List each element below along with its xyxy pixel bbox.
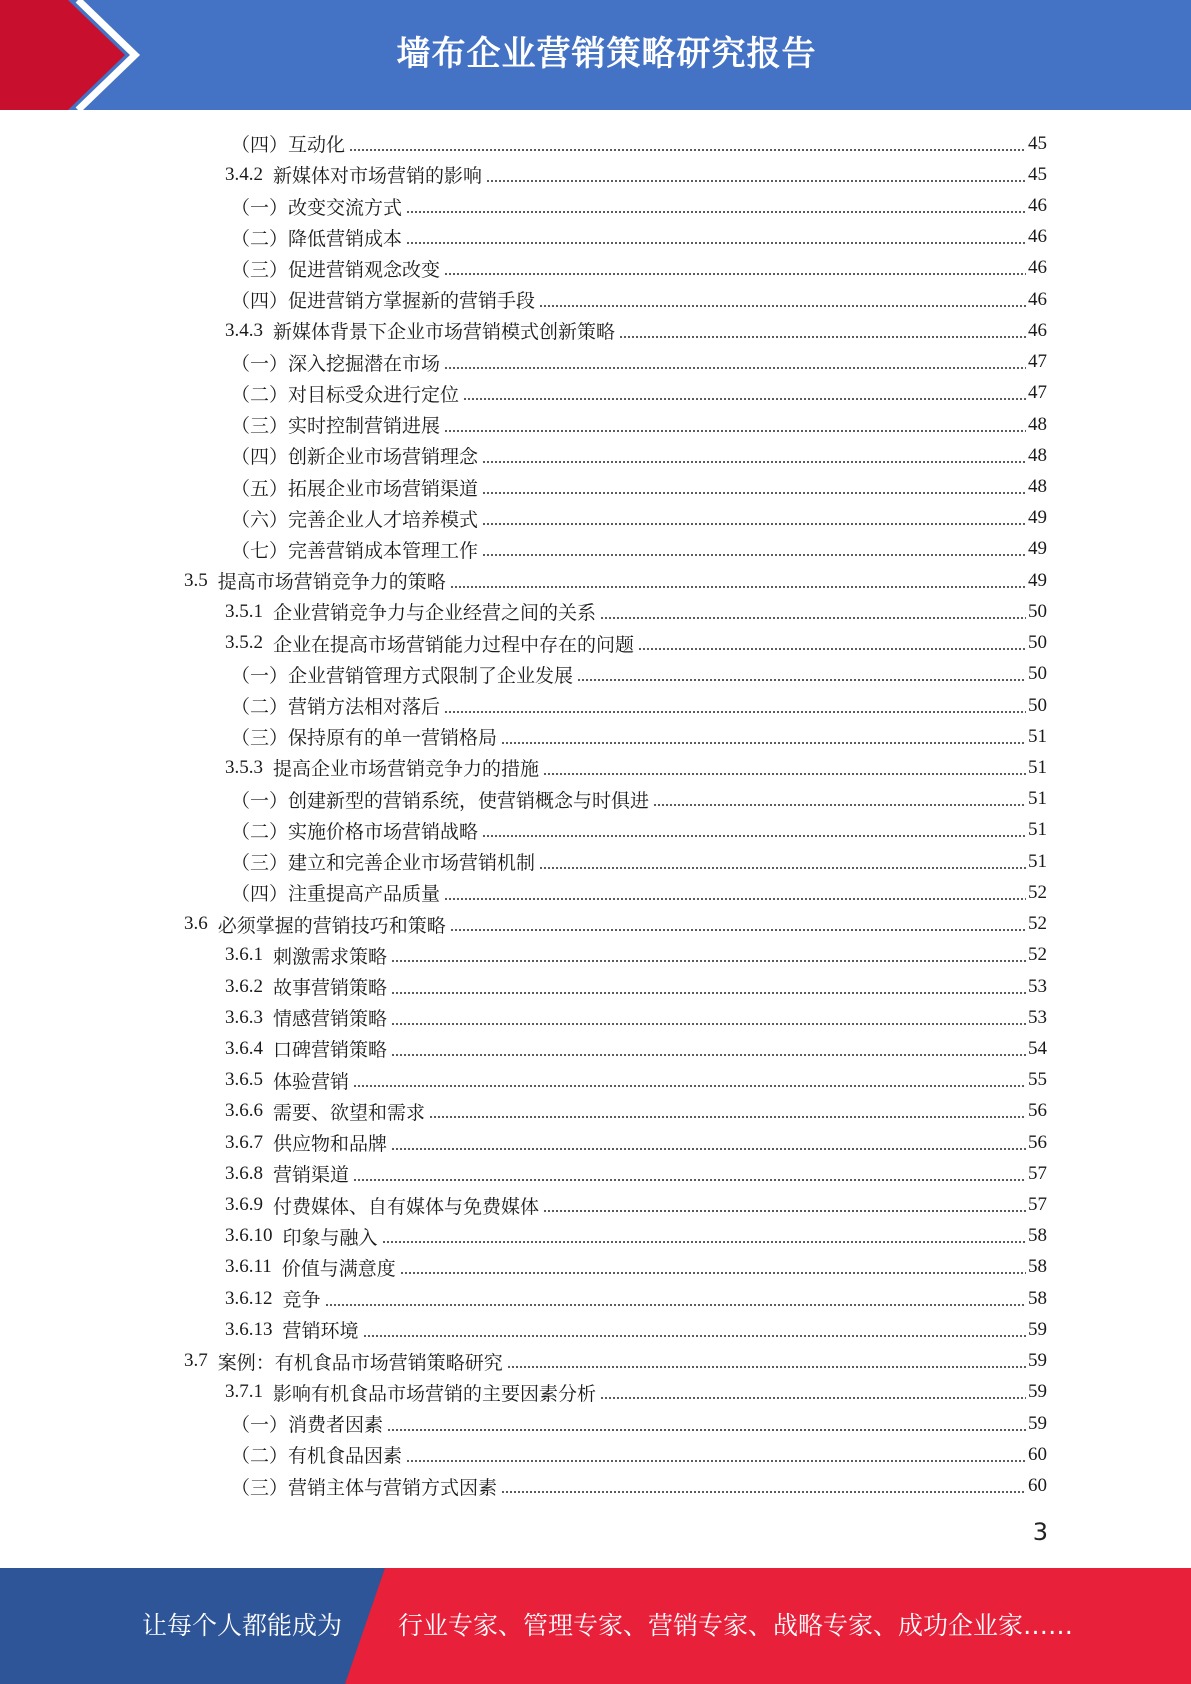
toc-entry-page: 47 xyxy=(1028,382,1047,404)
page-number: 3 xyxy=(1032,1518,1048,1546)
toc-entry[interactable] xyxy=(0,1002,1191,1033)
toc-entry-title: （四）促进营销方掌握新的营销手段 xyxy=(231,291,536,313)
toc-entry-page: 52 xyxy=(1028,881,1047,903)
toc-dot-leader xyxy=(482,461,1026,463)
toc-entry-title: 必须掌握的营销技巧和策略 xyxy=(217,915,446,937)
toc-entry-title: 提高市场营销竞争力的策略 xyxy=(217,572,446,594)
toc-entry-page: 48 xyxy=(1028,476,1047,498)
toc-entry-page: 57 xyxy=(1028,1162,1047,1184)
toc-entry[interactable] xyxy=(0,190,1191,221)
toc-entry-page: 59 xyxy=(1028,1412,1047,1434)
toc-entry[interactable] xyxy=(0,846,1191,877)
toc-entry-number: 3.6.4 xyxy=(225,1037,263,1059)
toc-entry-page: 59 xyxy=(1028,1381,1047,1403)
toc-entry-number: 3.4.3 xyxy=(225,319,263,341)
toc-entry-page: 45 xyxy=(1028,132,1047,154)
toc-dot-leader xyxy=(450,586,1026,588)
toc-entry-page: 46 xyxy=(1028,226,1047,248)
toc-dot-leader xyxy=(463,398,1026,400)
toc-dot-leader xyxy=(353,1085,1026,1087)
toc-entry-title: 价值与满意度 xyxy=(281,1258,396,1280)
toc-entry[interactable] xyxy=(0,752,1191,783)
toc-dot-leader xyxy=(391,992,1026,994)
toc-entry[interactable] xyxy=(0,1065,1191,1096)
toc-dot-leader xyxy=(543,773,1026,775)
toc-dot-leader xyxy=(391,1054,1026,1056)
toc-dot-leader xyxy=(363,1335,1026,1337)
toc-entry-page: 46 xyxy=(1028,319,1047,341)
toc-entry-title: （二）实施价格市场营销战略 xyxy=(231,821,479,843)
toc-entry-title: 提高企业市场营销竞争力的措施 xyxy=(273,759,540,781)
toc-entry[interactable] xyxy=(0,347,1191,378)
toc-entry-number: 3.7 xyxy=(184,1350,208,1372)
toc-entry[interactable] xyxy=(0,940,1191,971)
toc-entry-title: 刺激需求策略 xyxy=(273,946,388,968)
toc-dot-leader xyxy=(444,367,1026,369)
toc-dot-leader xyxy=(391,1023,1026,1025)
toc-entry[interactable] xyxy=(0,690,1191,721)
toc-entry-title: （五）拓展企业市场营销渠道 xyxy=(231,478,479,500)
toc-entry-title: （七）完善营销成本管理工作 xyxy=(231,540,479,562)
toc-entry[interactable] xyxy=(0,284,1191,315)
toc-entry[interactable] xyxy=(0,1314,1191,1345)
toc-dot-leader xyxy=(619,336,1026,338)
toc-entry-title: 需要、欲望和需求 xyxy=(273,1102,426,1124)
toc-entry-page: 52 xyxy=(1028,944,1047,966)
toc-dot-leader xyxy=(429,1116,1026,1118)
toc-entry-title: （四）创新企业市场营销理念 xyxy=(231,447,479,469)
toc-entry[interactable] xyxy=(0,877,1191,908)
toc-entry-number: 3.6.1 xyxy=(225,944,263,966)
toc-dot-leader xyxy=(349,149,1026,151)
toc-entry[interactable] xyxy=(0,1096,1191,1127)
toc-entry-title: （一）深入挖掘潜在市场 xyxy=(231,353,441,375)
toc-entry-title: 故事营销策略 xyxy=(273,978,388,1000)
toc-dot-leader xyxy=(501,1491,1026,1493)
toc-entry-title: （四）注重提高产品质量 xyxy=(231,884,441,906)
toc-entry[interactable] xyxy=(0,1189,1191,1220)
toc-entry-number: 3.5.2 xyxy=(225,632,263,654)
toc-entry-number: 3.6.11 xyxy=(225,1256,272,1278)
toc-entry-title: 企业在提高市场营销能力过程中存在的问题 xyxy=(273,634,635,656)
toc-entry-title: 影响有机食品市场营销的主要因素分析 xyxy=(273,1383,597,1405)
page-header xyxy=(0,0,1191,110)
toc-dot-leader xyxy=(653,804,1026,806)
toc-entry-title: （二）营销方法相对落后 xyxy=(231,697,441,719)
toc-dot-leader xyxy=(482,492,1026,494)
toc-entry[interactable] xyxy=(0,128,1191,159)
toc-dot-leader xyxy=(539,867,1026,869)
toc-entry-page: 51 xyxy=(1028,756,1047,778)
toc-entry-page: 56 xyxy=(1028,1131,1047,1153)
toc-entry-title: 新媒体背景下企业市场营销模式创新策略 xyxy=(273,322,616,344)
toc-entry-title: 情感营销策略 xyxy=(273,1009,388,1031)
toc-dot-leader xyxy=(507,1366,1026,1368)
toc-dot-leader xyxy=(406,242,1026,244)
toc-dot-leader xyxy=(444,898,1026,900)
toc-entry-number: 3.6.12 xyxy=(225,1287,273,1309)
toc-entry-page: 56 xyxy=(1028,1100,1047,1122)
toc-dot-leader xyxy=(600,1397,1026,1399)
toc-entry-page: 49 xyxy=(1028,569,1047,591)
toc-dot-leader xyxy=(444,273,1026,275)
toc-entry-title: 竞争 xyxy=(282,1290,321,1312)
toc-entry-number: 3.6.8 xyxy=(225,1162,263,1184)
toc-dot-leader xyxy=(444,711,1026,713)
toc-dot-leader xyxy=(382,1241,1026,1243)
toc-entry-title: （三）建立和完善企业市场营销机制 xyxy=(231,853,536,875)
toc-entry-page: 51 xyxy=(1028,819,1047,841)
toc-entry[interactable] xyxy=(0,1033,1191,1064)
toc-entry-number: 3.6.5 xyxy=(225,1069,263,1091)
toc-entry-number: 3.6.9 xyxy=(225,1194,263,1216)
toc-entry-page: 46 xyxy=(1028,195,1047,217)
toc-entry-title: 口碑营销策略 xyxy=(273,1040,388,1062)
toc-dot-leader xyxy=(638,648,1026,650)
toc-dot-leader xyxy=(482,523,1026,525)
toc-entry[interactable] xyxy=(0,315,1191,346)
toc-entry-title: （三）促进营销观念改变 xyxy=(231,259,441,281)
toc-dot-leader xyxy=(543,1210,1026,1212)
toc-entry-title: 营销渠道 xyxy=(273,1165,350,1187)
toc-entry[interactable] xyxy=(0,1470,1191,1501)
toc-entry-title: （一）创建新型的营销系统，使营销概念与时俱进 xyxy=(231,790,650,812)
toc-entry-page: 51 xyxy=(1028,725,1047,747)
toc-entry-number: 3.6.10 xyxy=(225,1225,273,1247)
toc-entry[interactable] xyxy=(0,253,1191,284)
toc-entry-number: 3.7.1 xyxy=(225,1381,263,1403)
toc-entry-page: 60 xyxy=(1028,1443,1047,1465)
toc-entry[interactable] xyxy=(0,1127,1191,1158)
toc-entry-page: 55 xyxy=(1028,1069,1047,1091)
toc-entry-page: 51 xyxy=(1028,850,1047,872)
toc-entry-page: 49 xyxy=(1028,507,1047,529)
toc-entry[interactable] xyxy=(0,1252,1191,1283)
toc-entry[interactable] xyxy=(0,1346,1191,1377)
toc-entry[interactable] xyxy=(0,1158,1191,1189)
toc-dot-leader xyxy=(353,1179,1026,1181)
toc-dot-leader xyxy=(501,742,1026,744)
footer-slogan-right: 行业专家、管理专家、营销专家、战略专家、成功企业家…… xyxy=(398,1611,1074,1640)
toc-entry[interactable] xyxy=(0,971,1191,1002)
toc-entry-page: 49 xyxy=(1028,538,1047,560)
toc-entry-page: 50 xyxy=(1028,632,1047,654)
toc-entry[interactable] xyxy=(0,628,1191,659)
toc-dot-leader xyxy=(391,960,1026,962)
document-title: 墙布企业营销策略研究报告 xyxy=(396,34,817,74)
toc-entry[interactable] xyxy=(0,565,1191,596)
toc-entry-title: （二）对目标受众进行定位 xyxy=(231,384,460,406)
toc-entry-number: 3.6.2 xyxy=(225,975,263,997)
toc-entry[interactable] xyxy=(0,222,1191,253)
toc-entry-title: （六）完善企业人才培养模式 xyxy=(231,509,479,531)
toc-entry-title: （二）有机食品因素 xyxy=(231,1446,403,1468)
toc-entry-page: 54 xyxy=(1028,1037,1047,1059)
toc-entry[interactable] xyxy=(0,815,1191,846)
toc-dot-leader xyxy=(600,617,1026,619)
toc-entry-page: 58 xyxy=(1028,1225,1047,1247)
toc-entry-title: 印象与融入 xyxy=(282,1227,378,1249)
toc-entry-page: 60 xyxy=(1028,1475,1047,1497)
toc-entry-number: 3.6.3 xyxy=(225,1006,263,1028)
toc-entry[interactable] xyxy=(0,908,1191,939)
toc-entry-page: 48 xyxy=(1028,413,1047,435)
toc-entry-page: 48 xyxy=(1028,444,1047,466)
toc-entry-page: 50 xyxy=(1028,600,1047,622)
toc-dot-leader xyxy=(406,211,1026,213)
toc-entry-page: 47 xyxy=(1028,351,1047,373)
toc-entry-number: 3.6.13 xyxy=(225,1318,273,1340)
toc-entry[interactable] xyxy=(0,1283,1191,1314)
toc-entry[interactable] xyxy=(0,471,1191,502)
toc-entry[interactable] xyxy=(0,721,1191,752)
toc-dot-leader xyxy=(391,1148,1026,1150)
toc-entry-page: 45 xyxy=(1028,163,1047,185)
toc-entry-page: 50 xyxy=(1028,694,1047,716)
table-of-contents xyxy=(0,128,1191,1502)
toc-entry-page: 52 xyxy=(1028,913,1047,935)
toc-entry-title: （三）营销主体与营销方式因素 xyxy=(231,1477,498,1499)
toc-entry-number: 3.4.2 xyxy=(225,163,263,185)
toc-entry-title: （一）消费者因素 xyxy=(231,1415,384,1437)
toc-entry[interactable] xyxy=(0,378,1191,409)
toc-entry-page: 46 xyxy=(1028,257,1047,279)
toc-entry[interactable] xyxy=(0,440,1191,471)
toc-entry-page: 50 xyxy=(1028,663,1047,685)
toc-entry-page: 53 xyxy=(1028,975,1047,997)
toc-entry-title: （三）实时控制营销进展 xyxy=(231,416,441,438)
toc-entry-page: 57 xyxy=(1028,1194,1047,1216)
toc-entry-title: 供应物和品牌 xyxy=(273,1134,388,1156)
toc-entry-title: （四）互动化 xyxy=(231,135,346,157)
toc-entry-page: 51 xyxy=(1028,788,1047,810)
toc-entry-number: 3.6.6 xyxy=(225,1100,263,1122)
toc-entry-page: 59 xyxy=(1028,1318,1047,1340)
toc-entry[interactable] xyxy=(0,534,1191,565)
toc-dot-leader xyxy=(444,430,1026,432)
toc-entry-title: 营销环境 xyxy=(282,1321,359,1343)
toc-dot-leader xyxy=(406,1460,1026,1462)
toc-entry[interactable] xyxy=(0,503,1191,534)
toc-dot-leader xyxy=(539,305,1026,307)
toc-entry-title: （三）保持原有的单一营销格局 xyxy=(231,728,498,750)
toc-dot-leader xyxy=(325,1304,1026,1306)
toc-entry[interactable] xyxy=(0,1377,1191,1408)
toc-entry-page: 46 xyxy=(1028,288,1047,310)
page-footer xyxy=(0,1568,1191,1684)
toc-entry-title: （二）降低营销成本 xyxy=(231,228,403,250)
toc-dot-leader xyxy=(577,679,1026,681)
toc-dot-leader xyxy=(482,554,1026,556)
footer-slogan-left: 让每个人都能成为 xyxy=(142,1611,343,1640)
toc-dot-leader xyxy=(400,1272,1026,1274)
toc-entry-number: 3.5.1 xyxy=(225,600,263,622)
toc-entry[interactable] xyxy=(0,409,1191,440)
toc-entry[interactable] xyxy=(0,1221,1191,1252)
toc-entry[interactable] xyxy=(0,784,1191,815)
toc-entry-title: 企业营销竞争力与企业经营之间的关系 xyxy=(273,603,597,625)
toc-entry-page: 58 xyxy=(1028,1256,1047,1278)
toc-dot-leader xyxy=(387,1429,1026,1431)
toc-entry-page: 58 xyxy=(1028,1287,1047,1309)
toc-dot-leader xyxy=(450,929,1026,931)
toc-entry[interactable] xyxy=(0,1439,1191,1470)
toc-entry-page: 53 xyxy=(1028,1006,1047,1028)
toc-entry-number: 3.5 xyxy=(184,569,208,591)
toc-dot-leader xyxy=(482,835,1026,837)
toc-entry[interactable] xyxy=(0,1408,1191,1439)
toc-entry[interactable] xyxy=(0,659,1191,690)
toc-entry-number: 3.6.7 xyxy=(225,1131,263,1153)
toc-entry-number: 3.6 xyxy=(184,913,208,935)
toc-entry-title: 案例：有机食品市场营销策略研究 xyxy=(217,1352,503,1374)
toc-entry-number: 3.5.3 xyxy=(225,756,263,778)
toc-entry[interactable] xyxy=(0,596,1191,627)
toc-entry-title: 付费媒体、自有媒体与免费媒体 xyxy=(273,1196,540,1218)
toc-entry-title: （一）改变交流方式 xyxy=(231,197,403,219)
toc-entry-title: （一）企业营销管理方式限制了企业发展 xyxy=(231,665,574,687)
toc-entry-title: 新媒体对市场营销的影响 xyxy=(273,166,483,188)
toc-entry-page: 59 xyxy=(1028,1350,1047,1372)
toc-entry[interactable] xyxy=(0,159,1191,190)
toc-dot-leader xyxy=(486,180,1026,182)
toc-entry-title: 体验营销 xyxy=(273,1071,350,1093)
